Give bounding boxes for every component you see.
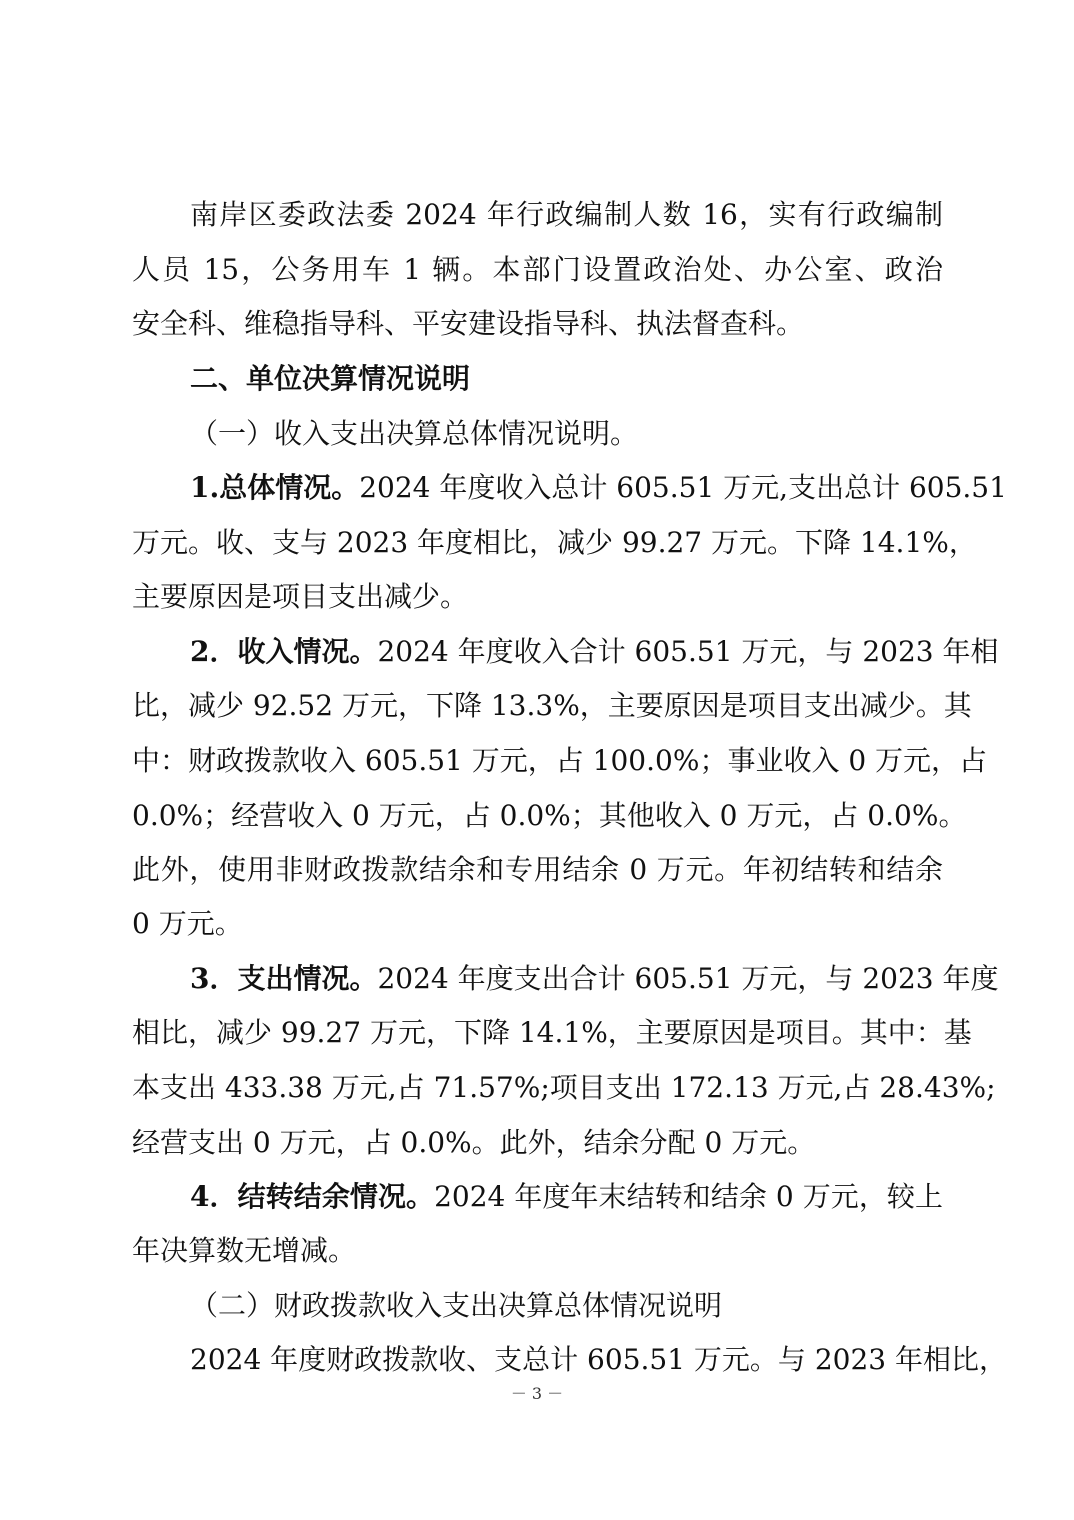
expense-line-1-text: 2024 年度支出合计 605.51 万元，与 2023 年度: [377, 962, 999, 995]
balance-line-2: 年决算数无增减。: [132, 1234, 357, 1267]
section-heading-2: 二、单位决算情况说明: [190, 362, 471, 395]
income-line-6: 0 万元。: [132, 907, 243, 940]
total-label: 1.总体情况。: [190, 471, 360, 504]
paragraph-1-line-1: 南岸区委政法委 2024 年行政编制人数 16，实有行政编制: [190, 198, 943, 231]
income-line-5: 此外，使用非财政拨款结余和专用结余 0 万元。年初结转和结余: [132, 853, 943, 886]
expense-line-4: 经营支出 0 万元，占 0.0%。此外，结余分配 0 万元。: [132, 1126, 816, 1159]
total-line-1-text: 2024 年度收入总计 605.51 万元,支出总计 605.51: [359, 471, 1007, 504]
total-line-3: 主要原因是项目支出减少。: [132, 580, 469, 613]
income-line-1-text: 2024 年度收入合计 605.51 万元，与 2023 年相: [377, 635, 999, 668]
balance-line-1: [190, 1177, 943, 1217]
income-line-3: 中：财政拨款收入 605.51 万元，占 100.0%；事业收入 0 万元，占: [132, 744, 988, 777]
fiscal-summary-line-1: 2024 年度财政拨款收、支总计 605.51 万元。与 2023 年相比，: [190, 1343, 1007, 1376]
balance-line-1-text: 2024 年度年末结转和结余 0 万元，较上: [434, 1180, 943, 1213]
income-line-1: [190, 632, 999, 672]
paragraph-1-line-3: 安全科、维稳指导科、平安建设指导科、执法督查科。: [132, 307, 805, 340]
expense-line-1: [190, 959, 999, 999]
expense-line-3: 本支出 433.38 万元,占 71.57%;项目支出 172.13 万元,占 28.43%;: [132, 1071, 996, 1104]
paragraph-1-line-2: 人员 15，公务用车 1 辆。本部门设置政治处、办公室、政治: [132, 253, 943, 286]
income-label: 2．收入情况。: [190, 635, 378, 668]
income-line-4: 0.0%；经营收入 0 万元，占 0.0%；其他收入 0 万元，占 0.0%。: [132, 799, 967, 832]
balance-label: 4．结转结余情况。: [190, 1180, 435, 1213]
income-line-2: 比，减少 92.52 万元，下降 13.3%，主要原因是项目支出减少。其: [132, 689, 972, 722]
subsection-heading-1: （一）收入支出决算总体情况说明。: [190, 417, 639, 450]
page-number: － 3 －: [510, 1384, 564, 1403]
total-line-2: 万元。收、支与 2023 年度相比，减少 99.27 万元。下降 14.1%，: [132, 526, 977, 559]
expense-label: 3．支出情况。: [190, 962, 378, 995]
subsection-heading-2: （二）财政拨款收入支出决算总体情况说明: [190, 1289, 723, 1322]
expense-line-2: 相比，减少 99.27 万元，下降 14.1%，主要原因是项目。其中：基: [132, 1016, 972, 1049]
total-line-1: [190, 468, 1007, 508]
